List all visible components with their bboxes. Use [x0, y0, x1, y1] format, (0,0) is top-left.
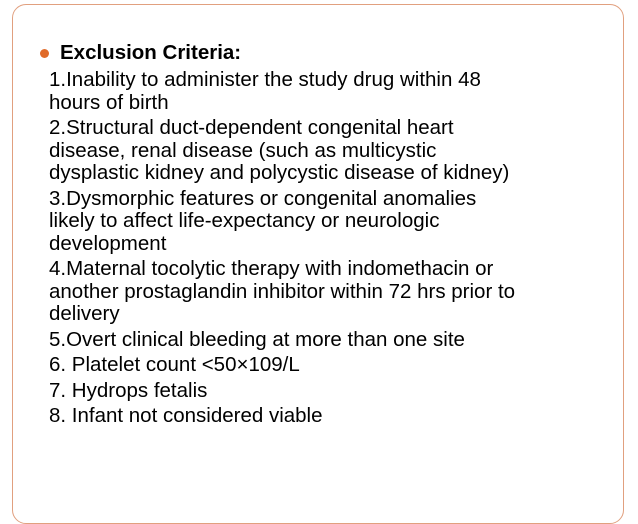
criteria-item-line: 3.Dysmorphic features or congenital anomalies [49, 186, 477, 210]
criteria-item-line: 5.Overt clinical bleeding at more than one site [49, 327, 465, 351]
criteria-item-line: delivery [49, 302, 120, 325]
criteria-item-line: 2.Structural duct-dependent congenital heart [49, 116, 454, 139]
criteria-list [40, 69, 620, 428]
criteria-item-line: dysplastic kidney and polycystic disease of kidney) [49, 161, 510, 184]
criteria-item-4 [40, 258, 620, 326]
criteria-item-line: another prostaglandin inhibitor within 72 hrs prior to [49, 279, 516, 303]
criteria-item-8 [40, 405, 620, 428]
exclusion-criteria-heading: Exclusion Criteria: [60, 41, 242, 64]
criteria-item-line: likely to affect life-expectancy or neurologic [49, 209, 440, 232]
criteria-item-line: 7. Hydrops fetalis [49, 378, 208, 402]
criteria-item-1 [40, 69, 620, 114]
criteria-item-5 [40, 329, 620, 352]
bullet-icon [40, 49, 49, 58]
criteria-item-line: development [49, 231, 167, 255]
criteria-item-3 [40, 188, 620, 256]
criteria-item-6 [40, 354, 620, 377]
heading-row [40, 40, 620, 66]
criteria-item-line: disease, renal disease (such as multicystic [49, 138, 437, 162]
criteria-item-2 [40, 117, 620, 185]
criteria-item-line: 1.Inability to administer the study drug within 48 [49, 68, 481, 91]
slide-content [40, 40, 620, 428]
criteria-item-7 [40, 380, 620, 403]
criteria-item-line: 4.Maternal tocolytic therapy with indomethacin or [49, 257, 494, 280]
criteria-item-line: 8. Infant not considered viable [49, 404, 323, 427]
criteria-item-line: hours of birth [49, 90, 169, 114]
criteria-item-line: 6. Platelet count <50×109/L [49, 353, 300, 376]
